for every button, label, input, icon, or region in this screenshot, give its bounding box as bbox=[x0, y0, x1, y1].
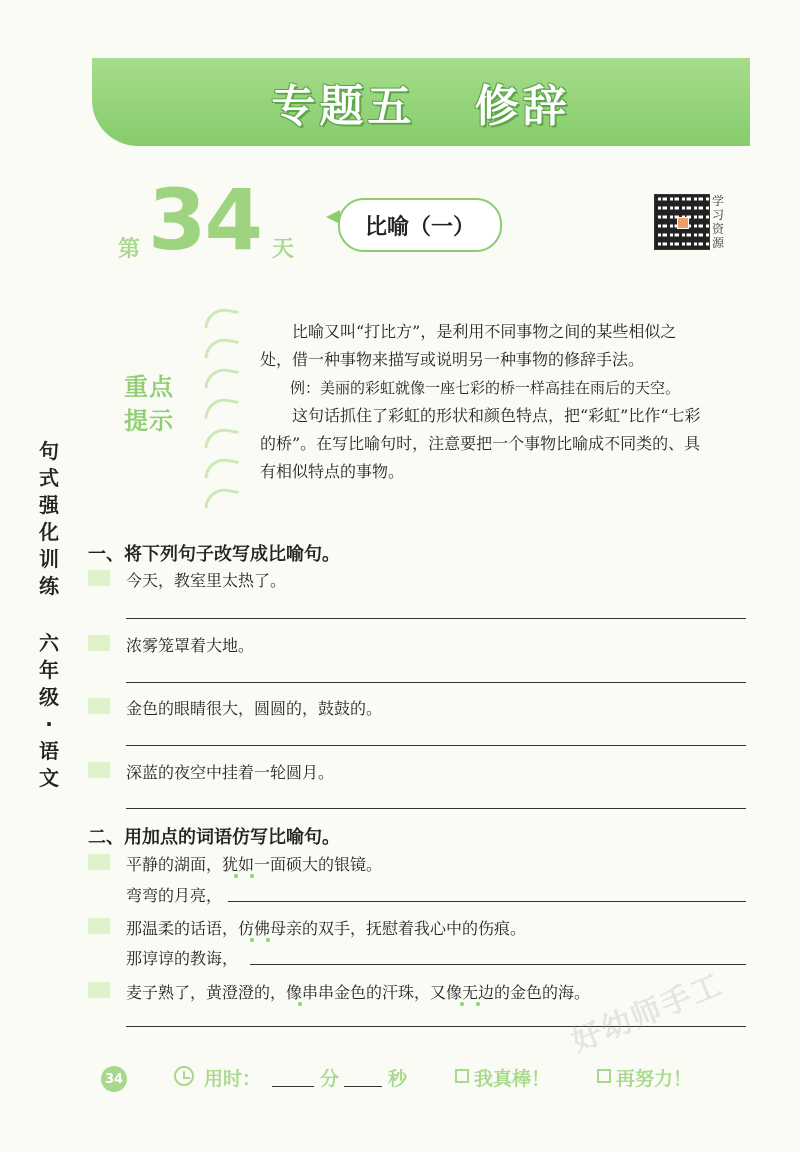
page-number: 34 bbox=[101, 1066, 127, 1092]
checkbox-try[interactable] bbox=[597, 1069, 611, 1083]
item-marker bbox=[88, 570, 110, 586]
item-marker bbox=[88, 982, 110, 998]
section2-item-3-sentence: 麦子熟了，黄澄澄的，像串串金色的汗珠，又像无边的金色的海。 bbox=[126, 983, 591, 1002]
item-marker bbox=[88, 635, 110, 651]
section1-item-2: 浓雾笼罩着大地。 bbox=[126, 636, 255, 655]
qr-logo-icon bbox=[677, 217, 689, 229]
section2-item-2-sentence: 那温柔的话语，仿佛母亲的双手，抚慰着我心中的伤痕。 bbox=[126, 919, 527, 938]
topic-banner bbox=[92, 58, 750, 146]
day-suffix: 天 bbox=[272, 236, 295, 262]
emphasis-dot bbox=[460, 1002, 464, 1006]
answer-line-4[interactable] bbox=[126, 808, 746, 809]
section2-item-1-prompt: 弯弯的月亮， bbox=[126, 886, 223, 905]
section2-item-1-sentence: 平静的湖面，犹如一面硕大的银镜。 bbox=[126, 855, 383, 874]
item-marker bbox=[88, 854, 110, 870]
answer-line-2[interactable] bbox=[126, 682, 746, 683]
sidebar-label bbox=[36, 438, 62, 792]
answer-line-1[interactable] bbox=[126, 618, 746, 619]
watermark: 好幼师手工 bbox=[566, 967, 729, 1060]
section1-item-4: 深蓝的夜空中挂着一轮圆月。 bbox=[126, 763, 335, 782]
emphasis-dot bbox=[476, 1002, 480, 1006]
day-number: 34 bbox=[148, 171, 261, 269]
section1-item-1: 今天，教室里太热了。 bbox=[126, 571, 287, 590]
answer-line-3[interactable] bbox=[126, 745, 746, 746]
option-try-label: 再努力！ bbox=[616, 1068, 693, 1090]
seconds-blank[interactable] bbox=[344, 1086, 382, 1087]
emphasis-dot bbox=[250, 874, 254, 878]
minute-unit: 分 bbox=[320, 1068, 340, 1090]
sidebar-series: 句式强化训练 bbox=[39, 439, 59, 598]
tips-explanation: 这句话抓住了彩虹的形状和颜色特点，把“彩虹”比作“七彩的桥”。在写比喻句时，注意要把一个事物比喻成不同类的、具有相似特点的事物。 bbox=[260, 406, 701, 481]
emphasis-dot bbox=[298, 1002, 302, 1006]
qr-code-icon[interactable] bbox=[654, 194, 710, 250]
item-marker bbox=[88, 698, 110, 714]
day-prefix: 第 bbox=[118, 236, 141, 262]
checkbox-good[interactable] bbox=[455, 1069, 469, 1083]
section2-item-2-prompt: 那谆谆的教诲， bbox=[126, 949, 239, 968]
item-marker bbox=[88, 918, 110, 934]
section2-title: 二、用加点的词语仿写比喻句。 bbox=[88, 827, 340, 848]
tips-definition: 比喻又叫“打比方”，是利用不同事物之间的某些相似之处，借一种事物来描写或说明另一种事物的修辞手法。 bbox=[260, 322, 677, 369]
emphasis-dot bbox=[266, 938, 270, 942]
section1-title: 一、将下列句子改写成比喻句。 bbox=[88, 544, 340, 565]
emphasis-dot bbox=[250, 938, 254, 942]
item-marker bbox=[88, 762, 110, 778]
option-good-label: 我真棒！ bbox=[474, 1068, 551, 1090]
sidebar-grade: 六年级·语文 bbox=[39, 631, 59, 790]
decorative-arcs-icon bbox=[206, 308, 240, 493]
tips-heading: 重点提示 bbox=[124, 372, 174, 435]
second-unit: 秒 bbox=[388, 1068, 408, 1090]
answer-line-5[interactable] bbox=[228, 901, 746, 902]
emphasis-dot bbox=[234, 874, 238, 878]
section1-item-3: 金色的眼睛很大，圆圆的，鼓鼓的。 bbox=[126, 699, 383, 718]
lesson-title: 比喻（一） bbox=[338, 198, 502, 252]
alarm-clock-icon bbox=[174, 1066, 194, 1086]
tips-body bbox=[260, 318, 708, 486]
minutes-blank[interactable] bbox=[272, 1086, 314, 1087]
topic-title: 专题五 修辞 bbox=[271, 81, 571, 132]
answer-line-6[interactable] bbox=[250, 964, 746, 965]
time-label: 用时： bbox=[204, 1068, 262, 1090]
qr-label: 学习资源 bbox=[712, 194, 725, 250]
tips-example: 例：美丽的彩虹就像一座七彩的桥一样高挂在雨后的天空。 bbox=[290, 379, 681, 397]
